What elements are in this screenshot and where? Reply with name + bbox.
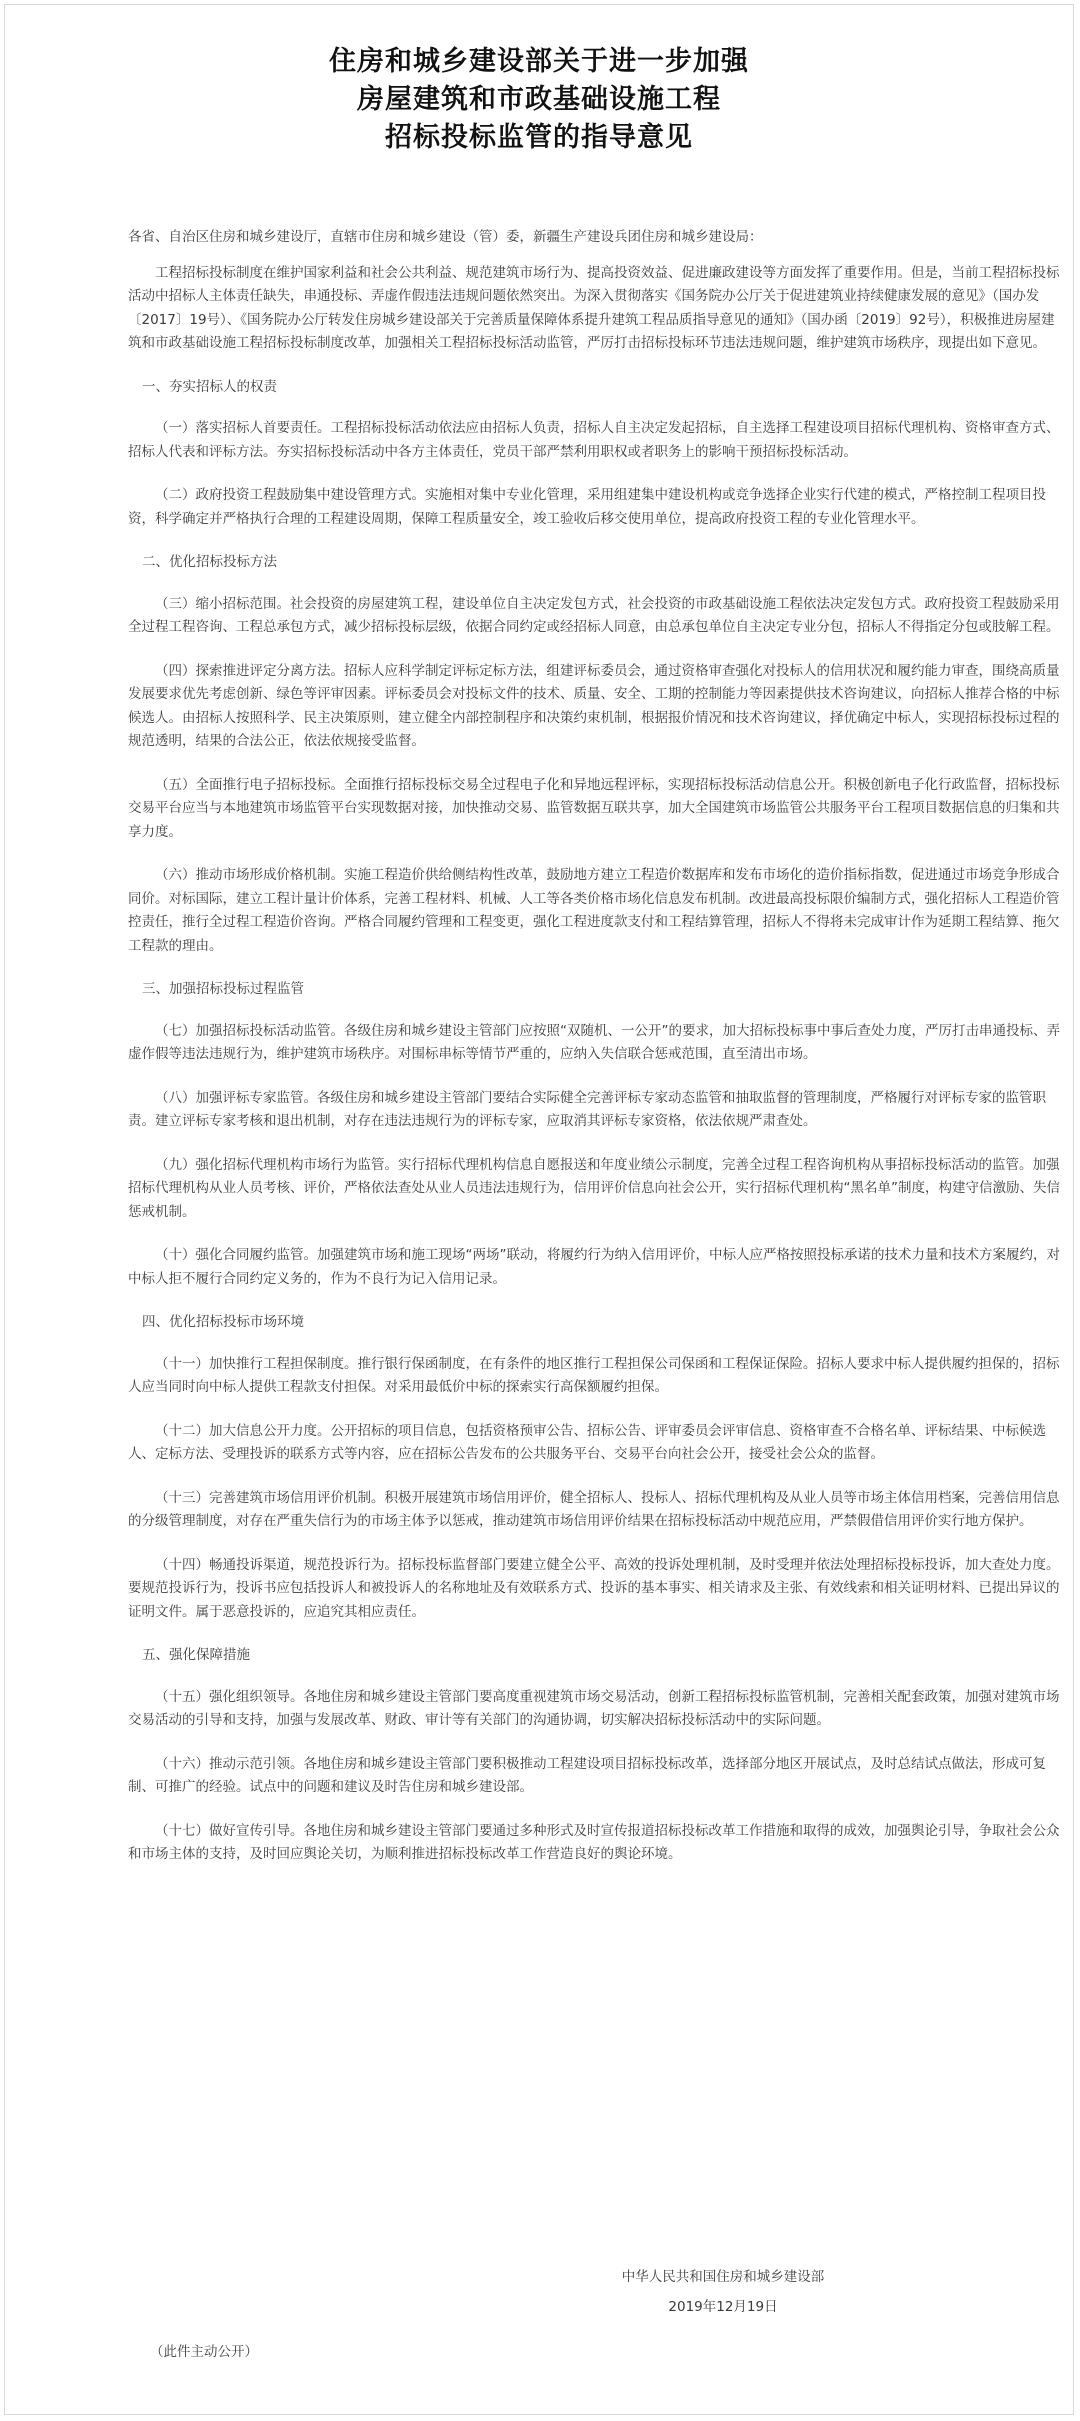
article-paragraph: （十）强化合同履约监管。加强建筑市场和施工现场“两场”联动，将履约行为纳入信用评价，中标人应严格按照投标承诺的技术力量和技术方案履约，对中标人拒不履行合同约定义务的，作为不良行为记入信用记录。 [128,1247,1060,1287]
article-paragraph: （八）加强评标专家监管。各级住房和城乡建设主管部门要结合实际健全完善评标专家动态监管和抽取监督的管理制度，严格履行对评标专家的监管职责。建立评标专家考核和退出机制，对存在违法违规行为的评标专家，应取消其评标专家资格，依法依规严肃查处。 [128,1089,1046,1129]
article-paragraph: （五）全面推行电子招标投标。全面推行招标投标交易全过程电子化和异地远程评标，实现招标投标活动信息公开。积极创新电子化行政监督，招标投标交易平台应当与本地建筑市场监管平台实现数据对接，加快推动交易、监管数据互联共享，加大全国建筑市场监管公共服务平台工程项目数据信息的归集和共享力度。 [128,776,1060,840]
addressee: 各省、自治区住房和城乡建设厅，直辖市住房和城乡建设（管）委，新疆生产建设兵团住房和城乡建设局： [128,229,763,245]
article-paragraph: （七）加强招标投标活动监管。各级住房和城乡建设主管部门应按照“双随机、一公开”的要求，加大招标投标事中事后查处力度，严厉打击串通投标、弄虚作假等违法违规行为，维护建筑市场秩序。对围标串标等情节严重的，应纳入失信联合惩戒范围，直至清出市场。 [128,1022,1060,1062]
article-paragraph: （二）政府投资工程鼓励集中建设管理方式。实施相对集中专业化管理，采用组建集中建设机构或竞争选择企业实行代建的模式，严格控制工程项目投资，科学确定并严格执行合理的工程建设周期，保障工程质量安全，竣工验收后移交使用单位，提高政府投资工程的专业化管理水平。 [128,487,1046,527]
intro-paragraph: 工程招标投标制度在维护国家利益和社会公共利益、规范建筑市场行为、提高投资效益、促进廉政建设等方面发挥了重要作用。但是，当前工程招标投标活动中招标人主体责任缺失，串通投标、弄虚作假违法违规问题依然突出。为深入贯彻落实《国务院办公厅关于促进建筑业持续健康发展的意见》（国办发〔2017〕19号）、《国务院办公厅转发住房城乡建设部关于完善质量保障体系提升建筑工程品质指导意见的通知》（国办函〔2019〕92号），积极推进房屋建筑和市政基础设施工程招标投标制度改革，加强相关工程招标投标活动监管，严厉打击招标投标环节违法违规问题，维护建筑市场秩序，现提出如下意见。 [128,264,1060,351]
document-title [5,43,1073,157]
article-paragraph: （十一）加快推行工程担保制度。推行银行保函制度，在有条件的地区推行工程担保公司保函和工程保证保险。招标人要求中标人提供履约担保的，招标人应当同时向中标人提供工程款支付担保。对采用最低价中标的探索实行高保额履约担保。 [128,1355,1060,1395]
issuing-organization: 中华人民共和国住房和城乡建设部 [621,2269,825,2285]
document-body [128,226,1063,1887]
article-paragraph: （一）落实招标人首要责任。工程招标投标活动依法应由招标人负责，招标人自主决定发起招标，自主选择工程建设项目招标代理机构、资格审查方式、招标人代表和评标方法。夯实招标投标活动中各方主体责任，党员干部严禁利用职权或者职务上的影响干预招标投标活动。 [128,420,1060,460]
article-paragraph: （十五）强化组织领导。各地住房和城乡建设主管部门要高度重视建筑市场交易活动，创新工程招标投标监管机制，完善相关配套政策，加强对建筑市场交易活动的引导和支持，加强与发展改革、财政、审计等有关部门的沟通协调，切实解决招标投标活动中的实际问题。 [128,1688,1060,1728]
article-paragraph: （十七）做好宣传引导。各地住房和城乡建设主管部门要通过多种形式及时宣传报道招标投标改革工作措施和取得的成效，加强舆论引导，争取社会公众和市场主体的支持，及时回应舆论关切，为顺利推进招标投标改革工作营造良好的舆论环境。 [128,1822,1060,1862]
signature-block [608,2262,838,2322]
article-paragraph: （十四）畅通投诉渠道，规范投诉行为。招标投标监督部门要建立健全公平、高效的投诉处理机制，及时受理并依法处理招标投标投诉，加大查处力度。要规范投诉行为，投诉书应包括投诉人和被投诉人的名称地址及有效联系方式、投诉的基本事实、相关请求及主张、有效线索和相关证明材料、已提出异议的证明文件。属于恶意投诉的，应追究其相应责任。 [128,1556,1060,1620]
section-heading: 一、夯实招标人的权责 [142,378,277,395]
article-paragraph: （十六）推动示范引领。各地住房和城乡建设主管部门要积极推动工程建设项目招标投标改革，选择部分地区开展试点，及时总结试点做法，形成可复制、可推广的经验。试点中的问题和建议及时告住房和城乡建设部。 [128,1755,1046,1795]
section-heading: 五、强化保障措施 [142,1647,250,1663]
section-heading: 三、加强招标投标过程监管 [142,981,304,997]
section-heading: 二、优化招标投标方法 [142,554,277,570]
title-line: 房屋建筑和市政基础设施工程 [357,84,721,115]
article-paragraph: （三）缩小招标范围。社会投资的房屋建筑工程，建设单位自主决定发包方式，社会投资的市政基础设施工程依法决定发包方式。政府投资工程鼓励采用全过程工程咨询、工程总承包方式，减少招标投标层级，依据合同约定或经招标人同意，由总承包单位自主决定专业分包，招标人不得指定分包或肢解工程。 [128,595,1060,635]
article-paragraph: （九）强化招标代理机构市场行为监管。实行招标代理机构信息自愿报送和年度业绩公示制度，完善全过程工程咨询机构从事招标投标活动的监管。加强招标代理机构从业人员考核、评价，严格依法查处从业人员违法违规行为，信用评价信息向社会公开，实行招标代理机构“黑名单”制度，构建守信激励、失信惩戒机制。 [128,1156,1060,1220]
title-line: 招标投标监管的指导意见 [385,122,693,153]
article-paragraph: （十三）完善建筑市场信用评价机制。积极开展建筑市场信用评价，健全招标人、投标人、招标代理机构及从业人员等市场主体信用档案，完善信用信息的分级管理制度，对存在严重失信行为的市场主体予以惩戒，推动建筑市场信用评价结果在招标投标活动中规范应用，严禁假借信用评价实行地方保护。 [128,1489,1060,1529]
section-heading: 四、优化招标投标市场环境 [142,1314,304,1330]
article-paragraph: （四）探索推进评定分离方法。招标人应科学制定评标定标方法，组建评标委员会，通过资格审查强化对投标人的信用状况和履约能力审查，围绕高质量发展要求优先考虑创新、绿色等评审因素。评标委员会对投标文件的技术、质量、安全、工期的控制能力等因素提供技术咨询建议，向招标人推荐合格的中标候选人。由招标人按照科学、民主决策原则，建立健全内部控制程序和决策约束机制，根据报价情况和技术咨询建议，择优确定中标人，实现招标投标过程的规范透明，结果的合法公正，依法依规接受监督。 [128,662,1060,749]
article-paragraph: （十二）加大信息公开力度。公开招标的项目信息，包括资格预审公告、招标公告、评审委员会评审信息、资格审查不合格名单、评标结果、中标候选人、定标方法、受理投诉的联系方式等内容，应在招标公告发布的公共服务平台、交易平台向社会公开，接受社会公众的监督。 [128,1422,1046,1462]
title-line: 住房和城乡建设部关于进一步加强 [329,46,749,77]
disclosure-note: （此件主动公开） [150,2344,258,2360]
issue-date: 2019年12月19日 [668,2299,778,2315]
article-paragraph: （六）推动市场形成价格机制。实施工程造价供给侧结构性改革，鼓励地方建立工程造价数据库和发布市场化的造价指标指数，促进通过市场竞争形成合同价。对标国际，建立工程计量计价体系，完善工程材料、机械、人工等各类价格市场化信息发布机制。改进最高投标限价编制方式，强化招标人工程造价管控责任，推行全过程工程造价咨询。严格合同履约管理和工程变更，强化工程进度款支付和工程结算管理，招标人不得将未完成审计作为延期工程结算、拖欠工程款的理由。 [128,867,1060,954]
